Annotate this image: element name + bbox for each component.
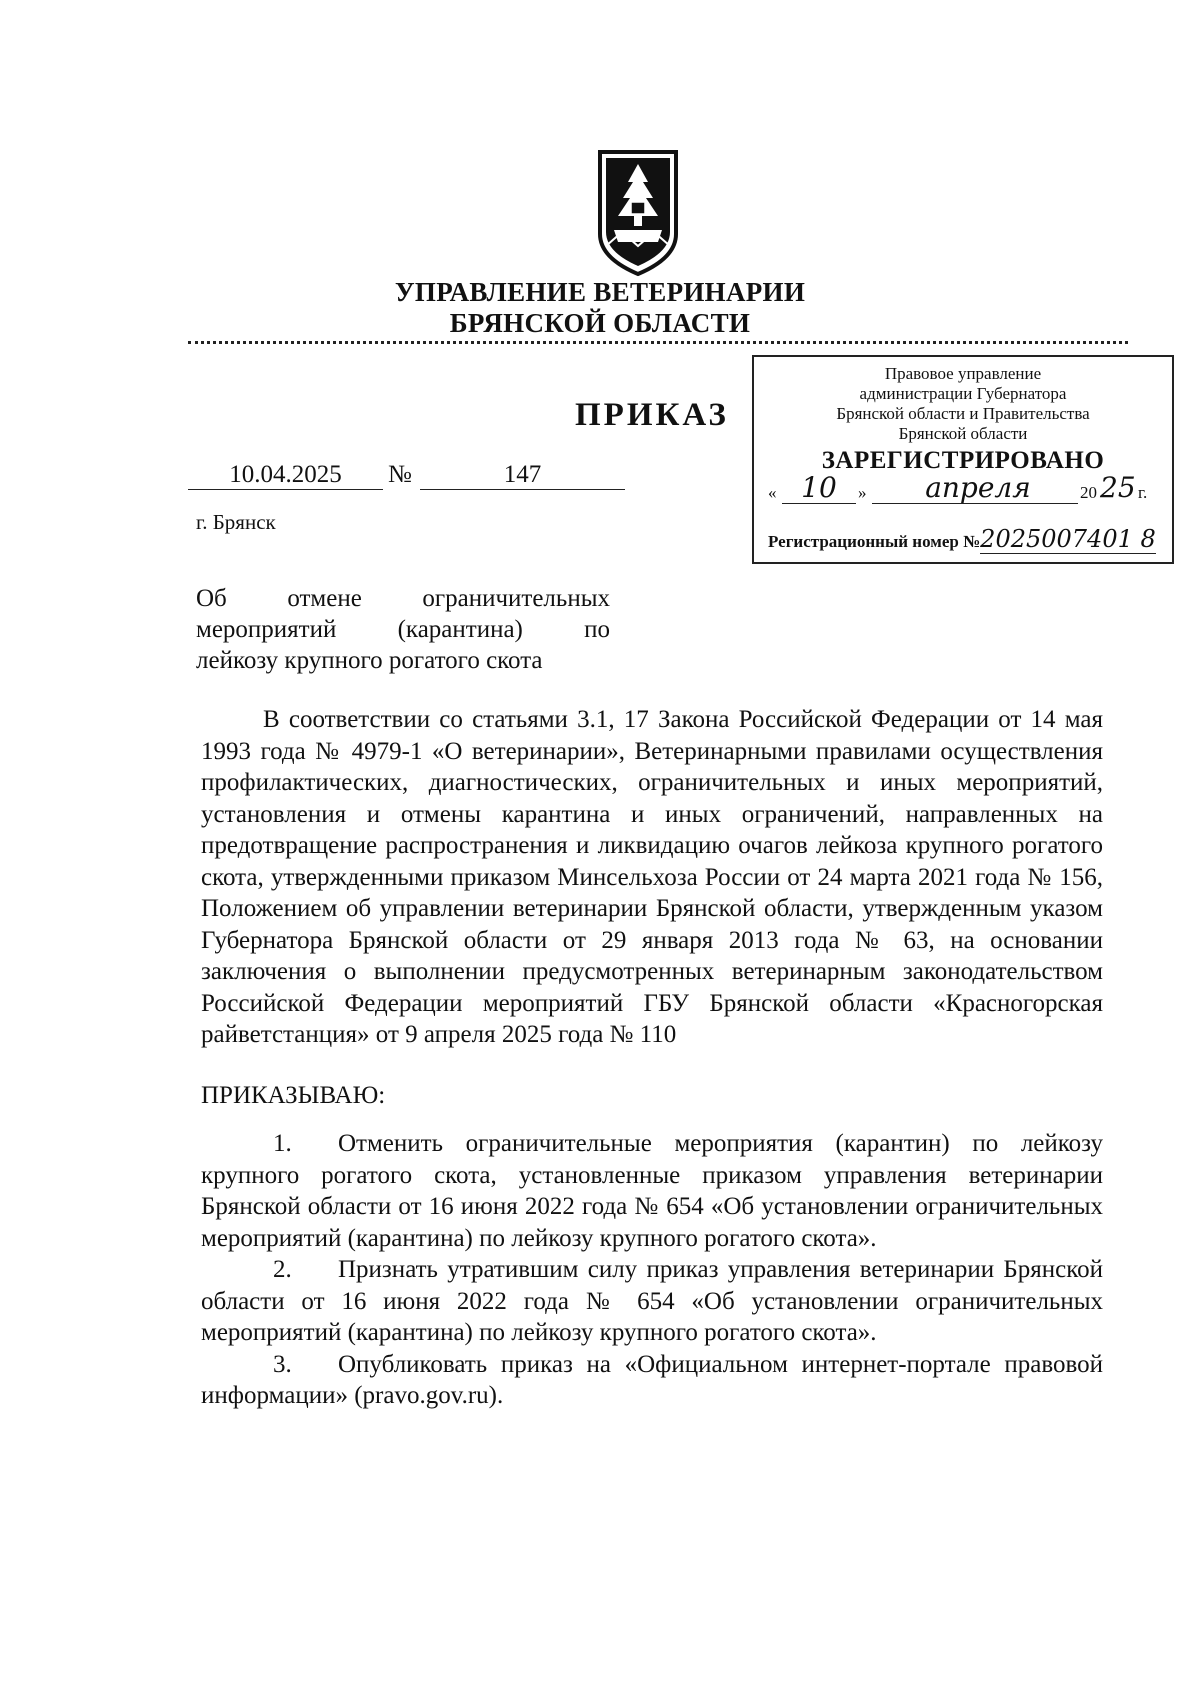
stamp-reg-label: Регистрационный номер № xyxy=(768,532,981,551)
subject-line: Об отмене ограничительных xyxy=(196,585,610,612)
item-text: Опубликовать приказ на «Официальном интернет-портале правовой информации» (pravo.gov.ru). xyxy=(201,1350,1103,1409)
order-subject xyxy=(196,583,610,676)
organization-name-line1: УПРАВЛЕНИЕ ВЕТЕРИНАРИИ xyxy=(394,277,806,307)
item-number: 3. xyxy=(273,1350,292,1378)
stamp-line: Правовое управление xyxy=(884,364,1042,383)
stamp-line: администрации Губернатора xyxy=(859,384,1067,403)
item-number: 1. xyxy=(273,1130,292,1157)
stamp-reg-number: 2025007401 8 xyxy=(980,525,1156,553)
order-directive: ПРИКАЗЫВАЮ: xyxy=(201,1082,386,1109)
number-sign: № xyxy=(388,461,412,488)
order-number: 147 xyxy=(420,461,625,490)
stamp-registered-title: ЗАРЕГИСТРИРОВАНО xyxy=(821,447,1105,474)
header-dotted-divider xyxy=(188,341,1128,344)
stamp-day: 10 xyxy=(801,471,837,504)
stamp-line: Брянской области xyxy=(898,424,1028,443)
organization-name-line2: БРЯНСКОЙ ОБЛАСТИ xyxy=(449,308,751,338)
subject-line: мероприятий (карантина) по xyxy=(196,616,610,643)
order-item xyxy=(201,1349,1103,1412)
order-item xyxy=(201,1128,1103,1254)
preamble-paragraph: В соответствии со статьями 3.1, 17 Закона Российской Федерации от 14 мая 1993 года № 4979-1 «О ветеринарии», Ветеринарными правилами осуществления профилактических, диагностических, ограничительных и иных мероприятий, установления и отмены карантина и иных ограничений, направленных на предотвращение распространения и ликвидацию очагов лейкоза крупного рогатого скота, утвержденными приказом Минсельхоза России от 24 марта 2021 года № 156, Положением об управлении ветеринарии Брянской области, утвержденным указом Губернатора Брянской области от 29 января 2013 года № 63, на основании заключения о выполнении предусмотренных ветеринарным законодательством Российской Федерации мероприятий ГБУ Брянской области «Красногорская райветстанция» от 9 апреля 2025 года № 110 xyxy=(201,706,1103,1048)
item-number: 2. xyxy=(273,1256,292,1283)
stamp-registration-row xyxy=(768,525,1156,553)
document-type-title: ПРИКАЗ xyxy=(575,397,729,433)
stamp-year-prefix: 20 xyxy=(1080,483,1097,502)
registration-stamp xyxy=(752,355,1174,564)
item-text: Отменить ограничительные мероприятия (карантин) по лейкозу крупного рогатого скота, установленные приказом управления ветеринарии Брянской области от 16 июня 2022 года № 654 «Об установлении ограничительных мероприятий (карантина) по лейкозу крупного рогатого скота». xyxy=(201,1130,1103,1252)
subject-line: лейкозу крупного рогатого скота xyxy=(196,647,543,674)
stamp-year-abbr: г. xyxy=(1138,483,1148,502)
stamp-date-row: « 10 » апреля 20 25 г. xyxy=(768,471,1148,504)
order-items-list xyxy=(201,1128,1103,1412)
order-date: 10.04.2025 xyxy=(188,461,383,490)
item-text: Признать утратившим силу приказ управления ветеринарии Брянской области от 16 июня 2022 года № 654 «Об установлении ограничительных мероприятий (карантина) по лейкозу крупного рогатого скота». xyxy=(201,1256,1103,1346)
stamp-year-suffix: 25 xyxy=(1100,471,1136,504)
order-item xyxy=(201,1254,1103,1349)
coat-of-arms-emblem xyxy=(592,146,684,278)
city-label: г. Брянск xyxy=(196,510,276,534)
stamp-line: Брянской области и Правительства xyxy=(836,404,1090,423)
stamp-month: апреля xyxy=(925,471,1031,504)
